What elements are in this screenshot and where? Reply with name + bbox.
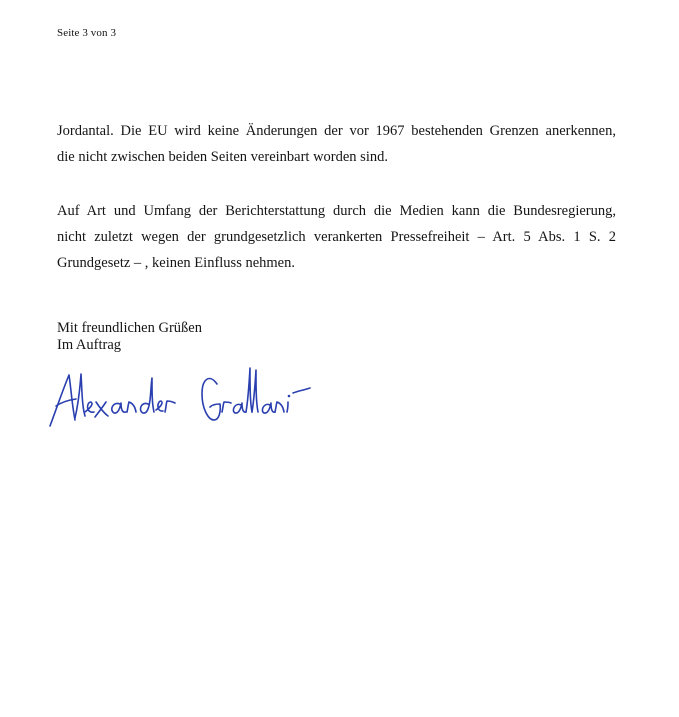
body-paragraph-2 xyxy=(57,198,616,276)
body-line: Jordantal. Die EU wird keine Änderungen der vor 1967 bestehenden Grenzen anerkennen, xyxy=(57,123,616,139)
body-line: Auf Art und Umfang der Berichterstattung durch die Medien kann die Bundesregierung, xyxy=(57,203,616,219)
body-paragraph-1 xyxy=(57,118,616,170)
page-number: Seite 3 von 3 xyxy=(57,27,117,39)
body-line: nicht zuletzt wegen der grundgesetzlich verankerten Pressefreiheit – Art. 5 Abs. 1 S. 2 xyxy=(57,229,616,245)
body-line: die nicht zwischen beiden Seiten vereinbart worden sind. xyxy=(57,149,388,165)
closing-on-behalf: Im Auftrag xyxy=(57,337,122,353)
handwritten-signature xyxy=(42,350,322,440)
body-line: Grundgesetz – , keinen Einfluss nehmen. xyxy=(57,255,295,271)
closing-salutation: Mit freundlichen Grüßen xyxy=(57,320,202,336)
closing-block xyxy=(57,320,202,354)
